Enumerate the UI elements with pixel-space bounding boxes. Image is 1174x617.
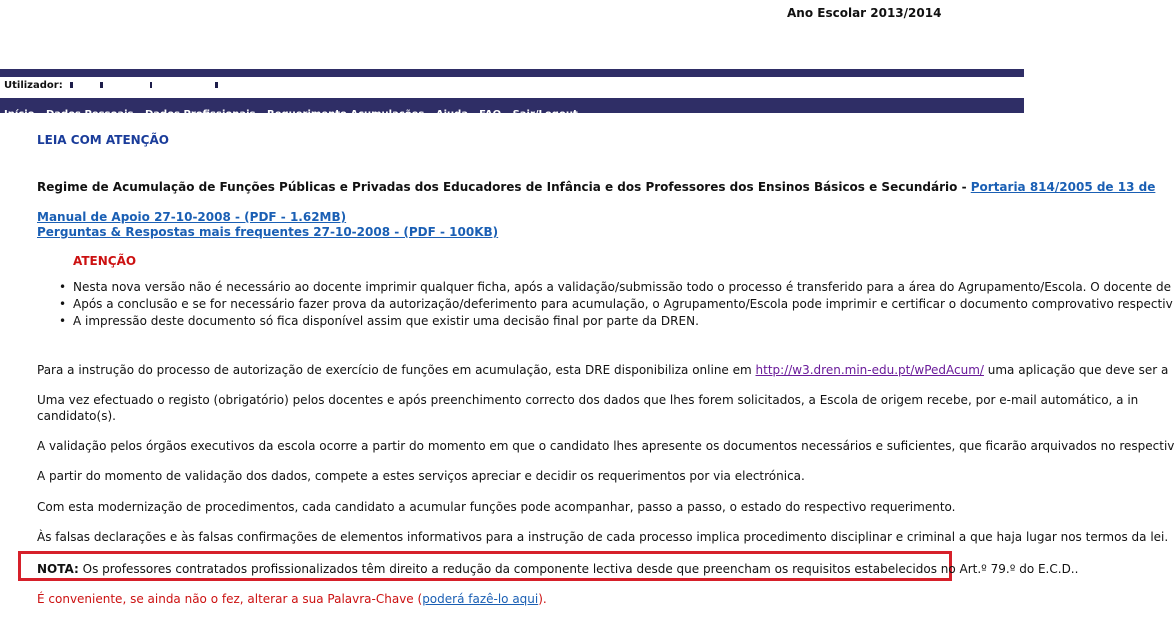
manual-link-row: [37, 210, 346, 224]
atencao-list: [55, 279, 1173, 330]
list-item: • Após a conclusão e se for necessário fazer prova da autorização/deferimento para acumulação, o Agrupamento/Escola pode imprimir e certificar o documento comprovativo respectiv: [55, 296, 1173, 313]
faq-link-row: [37, 225, 498, 239]
paragraph-modernizacao: Com esta modernização de procedimentos, cada candidato a acumular funções pode acompanhar, passo a passo, o estado do respectivo requerimento.: [37, 500, 956, 514]
regime-title: Regime de Acumulação de Funções Públicas e Privadas dos Educadores de Infância e dos Professores dos Ensinos Básicos e Secundário: [37, 180, 958, 194]
paragraph-text: Para a instrução do processo de autorização de exercício de funções em acumulação, esta DRE disponibiliza online em: [37, 363, 756, 377]
top-banner-bar: [0, 69, 1024, 77]
atencao-heading: ATENÇÃO: [73, 254, 137, 268]
paragraph-validacao: A validação pelos órgãos executivos da escola ocorre a partir do momento em que o candidato lhes apresente os documentos necessários e suficientes, que ficarão arquivados no respectiv: [37, 439, 1174, 453]
user-name-redacted: [70, 82, 220, 88]
password-reminder: [37, 592, 547, 606]
nota-line: [37, 562, 1078, 576]
dren-app-link[interactable]: http://w3.dren.min-edu.pt/wPedAcum/: [755, 363, 984, 377]
list-item: • Nesta nova versão não é necessário ao docente imprimir qualquer ficha, após a validação/submissão todo o processo é transferido para a área do Agrupamento/Escola. O docente de: [55, 279, 1173, 296]
nav-item-dados-profissionais[interactable]: Dados Profissionais: [145, 109, 256, 120]
nav-item-ajuda-faq[interactable]: Ajuda - FAQ: [435, 109, 502, 120]
paragraph-registo: [37, 392, 1138, 424]
paragraph-text: Uma vez efectuado o registo (obrigatório) pelos docentes e após preenchimento correcto dos dados que lhes forem solicitados, a Escola de origem recebe, por e-mail automático, a in: [37, 393, 1139, 407]
password-reminder-end: ).: [538, 592, 547, 606]
leia-heading: LEIA COM ATENÇÃO: [37, 133, 169, 147]
list-item: • A impressão deste documento só fica disponível assim que existir uma decisão final por parte da DREN.: [55, 313, 1173, 330]
portaria-link[interactable]: Portaria 814/2005 de 13 de: [970, 180, 1156, 194]
paragraph-servicos: A partir do momento de validação dos dados, compete a estes serviços apreciar e decidir os requerimentos por via electrónica.: [37, 469, 805, 483]
regime-title-line: [37, 180, 1155, 194]
school-year: Ano Escolar 2013/2014: [787, 6, 942, 20]
faq-pdf-link[interactable]: Perguntas & Respostas mais frequentes 27-10-2008 - (PDF - 100KB): [37, 225, 499, 239]
paragraph-text: candidato(s).: [37, 409, 116, 423]
manual-pdf-link[interactable]: Manual de Apoio 27-10-2008 - (PDF - 1.62MB): [37, 210, 347, 224]
user-info: [4, 80, 220, 91]
change-password-link[interactable]: poderá fazê-lo aqui: [422, 592, 539, 606]
nav-item-inicio[interactable]: Início: [4, 109, 35, 120]
nota-label: NOTA:: [37, 562, 79, 576]
paragraph-instrucao: [37, 362, 1168, 378]
user-label: Utilizador:: [4, 80, 63, 91]
password-reminder-text: É conveniente, se ainda não o fez, alterar a sua Palavra-Chave (: [37, 592, 423, 606]
nav-item-requerimento[interactable]: Requerimento Acumulações: [267, 109, 425, 120]
nota-text: Os professores contratados profissionalizados têm direito a redução da componente lectiva desde que preencham os requisitos estabelecidos no Art.º 79.º do E.C.D..: [78, 562, 1079, 576]
paragraph-text: uma aplicação que deve ser a: [983, 363, 1169, 377]
paragraph-declaracoes: Às falsas declarações e às falsas confirmações de elementos informativos para a instrução de cada processo implica procedimento disciplinar e criminal a que haja lugar nos termos da lei.: [37, 530, 1169, 544]
nav-item-dados-pessoais[interactable]: Dados Pessoais: [45, 109, 134, 120]
nav-item-sair[interactable]: Sair/Logout: [512, 109, 578, 120]
regime-separator: -: [957, 180, 971, 194]
main-nav: [0, 98, 1024, 120]
